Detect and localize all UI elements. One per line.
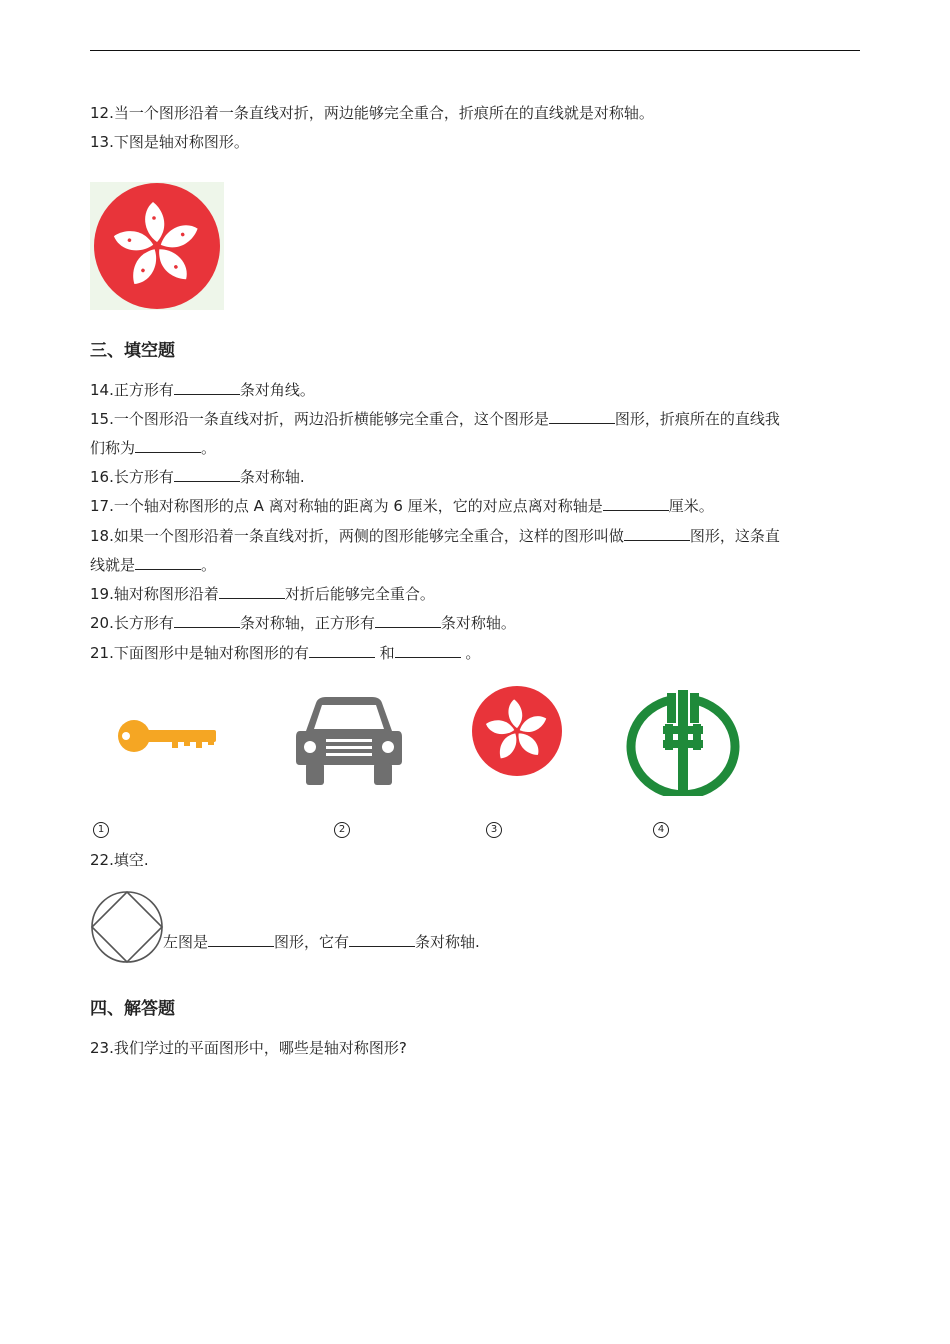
question-23: 23.我们学过的平面图形中，哪些是轴对称图形? <box>90 1039 407 1057</box>
question-18: 18.如果一个图形沿着一条直线对折，两侧的图形能够完全重合，这样的图形叫做 图形，这条直 <box>90 527 780 545</box>
answer-blank[interactable] <box>174 467 240 482</box>
circle-square-icon <box>90 890 164 964</box>
question-16: 16.长方形有 条对称轴. <box>90 468 305 486</box>
question-13: 13.下图是轴对称图形。 <box>90 133 249 151</box>
option-number-2: 2 <box>334 822 350 838</box>
answer-blank[interactable] <box>549 409 615 424</box>
option-number-1: 1 <box>93 822 109 838</box>
option-number-4: 4 <box>653 822 669 838</box>
option-number-3: 3 <box>486 822 502 838</box>
question-22-text: 左图是 图形，它有 条对称轴. <box>163 933 480 951</box>
answer-blank[interactable] <box>395 643 461 658</box>
bauhinia-flag-icon <box>90 182 224 310</box>
question-14: 14.正方形有 条对角线。 <box>90 381 315 399</box>
answer-blank[interactable] <box>309 643 375 658</box>
question-22: 22.填空. <box>90 851 149 869</box>
answer-blank[interactable] <box>208 932 274 947</box>
answer-blank[interactable] <box>375 613 441 628</box>
answer-blank[interactable] <box>174 613 240 628</box>
answer-blank[interactable] <box>624 526 690 541</box>
answer-blank[interactable] <box>349 932 415 947</box>
section-answer-heading: 四、解答题 <box>90 999 175 1019</box>
answer-blank[interactable] <box>135 438 201 453</box>
question-12: 12.当一个图形沿着一条直线对折，两边能够完全重合，折痕所在的直线就是对称轴。 <box>90 104 654 122</box>
answer-blank[interactable] <box>219 584 285 599</box>
answer-blank[interactable] <box>603 496 669 511</box>
car-icon <box>294 695 404 790</box>
answer-blank[interactable] <box>135 555 201 570</box>
key-icon <box>112 712 222 762</box>
bauhinia-flag-icon <box>469 686 565 776</box>
question-19: 19.轴对称图形沿着 对折后能够完全重合。 <box>90 585 435 603</box>
question-17: 17.一个轴对称图形的点 A 离对称轴的距离为 6 厘米，它的对应点离对称轴是 厘米。 <box>90 497 714 515</box>
bank-logo-icon <box>621 690 745 796</box>
answer-blank[interactable] <box>174 380 240 395</box>
question-15: 15.一个图形沿一条直线对折，两边沿折横能够完全重合，这个图形是 图形，折痕所在的直线我 <box>90 410 780 428</box>
question-18-cont: 线就是 。 <box>90 556 217 574</box>
question-15-cont: 们称为 。 <box>90 439 217 457</box>
question-21: 21.下面图形中是轴对称图形的有 和 。 <box>90 644 481 662</box>
section-fill-blank-heading: 三、填空题 <box>90 341 175 361</box>
header-rule <box>90 50 860 51</box>
question-20: 20.长方形有 条对称轴，正方形有 条对称轴。 <box>90 614 516 632</box>
